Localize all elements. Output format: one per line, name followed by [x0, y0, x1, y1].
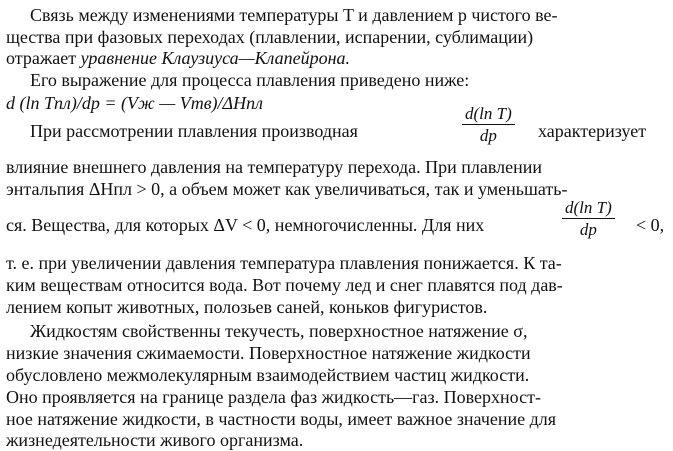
- text-line: обусловлено межмолекулярным взаимодействием частиц жидкости.: [6, 365, 530, 385]
- fraction-numerator: d(ln T): [462, 104, 515, 125]
- text-line: щества при фазовых переходах (плавлении, испарении, сублимации): [6, 27, 534, 47]
- text-line: ся. Вещества, для которых ΔV < 0, немногочисленны. Для них: [6, 215, 485, 235]
- text-line: ким веществам относится вода. Вот почему лед и снег плавятся под дав-: [6, 275, 563, 295]
- text-line: < 0,: [636, 215, 665, 235]
- text-line: [6, 47, 350, 69]
- text-line: низкие значения сжимаемости. Поверхностное натяжение жидкости: [6, 343, 531, 363]
- derivative-fraction: [462, 104, 515, 145]
- fraction-numerator: d(ln T): [562, 198, 615, 219]
- text-line: При рассмотрении плавления производная: [30, 121, 358, 141]
- text-line: т. е. при увеличении давления температура плавления понижается. К та-: [6, 253, 562, 273]
- text-line: лением копыт животных, полозьев саней, коньков фигуристов.: [6, 297, 488, 317]
- text-line: Связь между изменениями температуры T и давлением p чистого ве-: [30, 5, 558, 25]
- equation-name: уравнение Клаузиуса—Клапейрона.: [80, 48, 351, 68]
- text-line: ное натяжение жидкости, в частности воды, имеет важное значение для: [6, 409, 557, 429]
- text-line: Жидкостям свойственны текучесть, поверхностное натяжение σ,: [30, 321, 528, 341]
- formula-line: d (ln Tпл)/dp = (Vж — Vтв)/ΔHпл: [6, 93, 263, 113]
- fraction-denominator: dp: [579, 220, 597, 239]
- text-line: Его выражение для процесса плавления приведено ниже:: [30, 70, 470, 90]
- text-line: Оно проявляется на границе раздела фаз жидкость—газ. Поверхност-: [6, 387, 541, 407]
- text-line: характеризует: [538, 121, 647, 141]
- fraction-denominator: dp: [479, 126, 497, 145]
- text-span: отражает: [6, 48, 81, 68]
- text-line: жизнедеятельности живого организма.: [6, 430, 304, 450]
- derivative-fraction: [562, 198, 615, 239]
- text-line: влияние внешнего давления на температуру перехода. При плавлении: [6, 157, 542, 177]
- text-line: энтальпия ΔHпл > 0, а объем может как увеличиваться, так и уменьшать-: [6, 179, 568, 199]
